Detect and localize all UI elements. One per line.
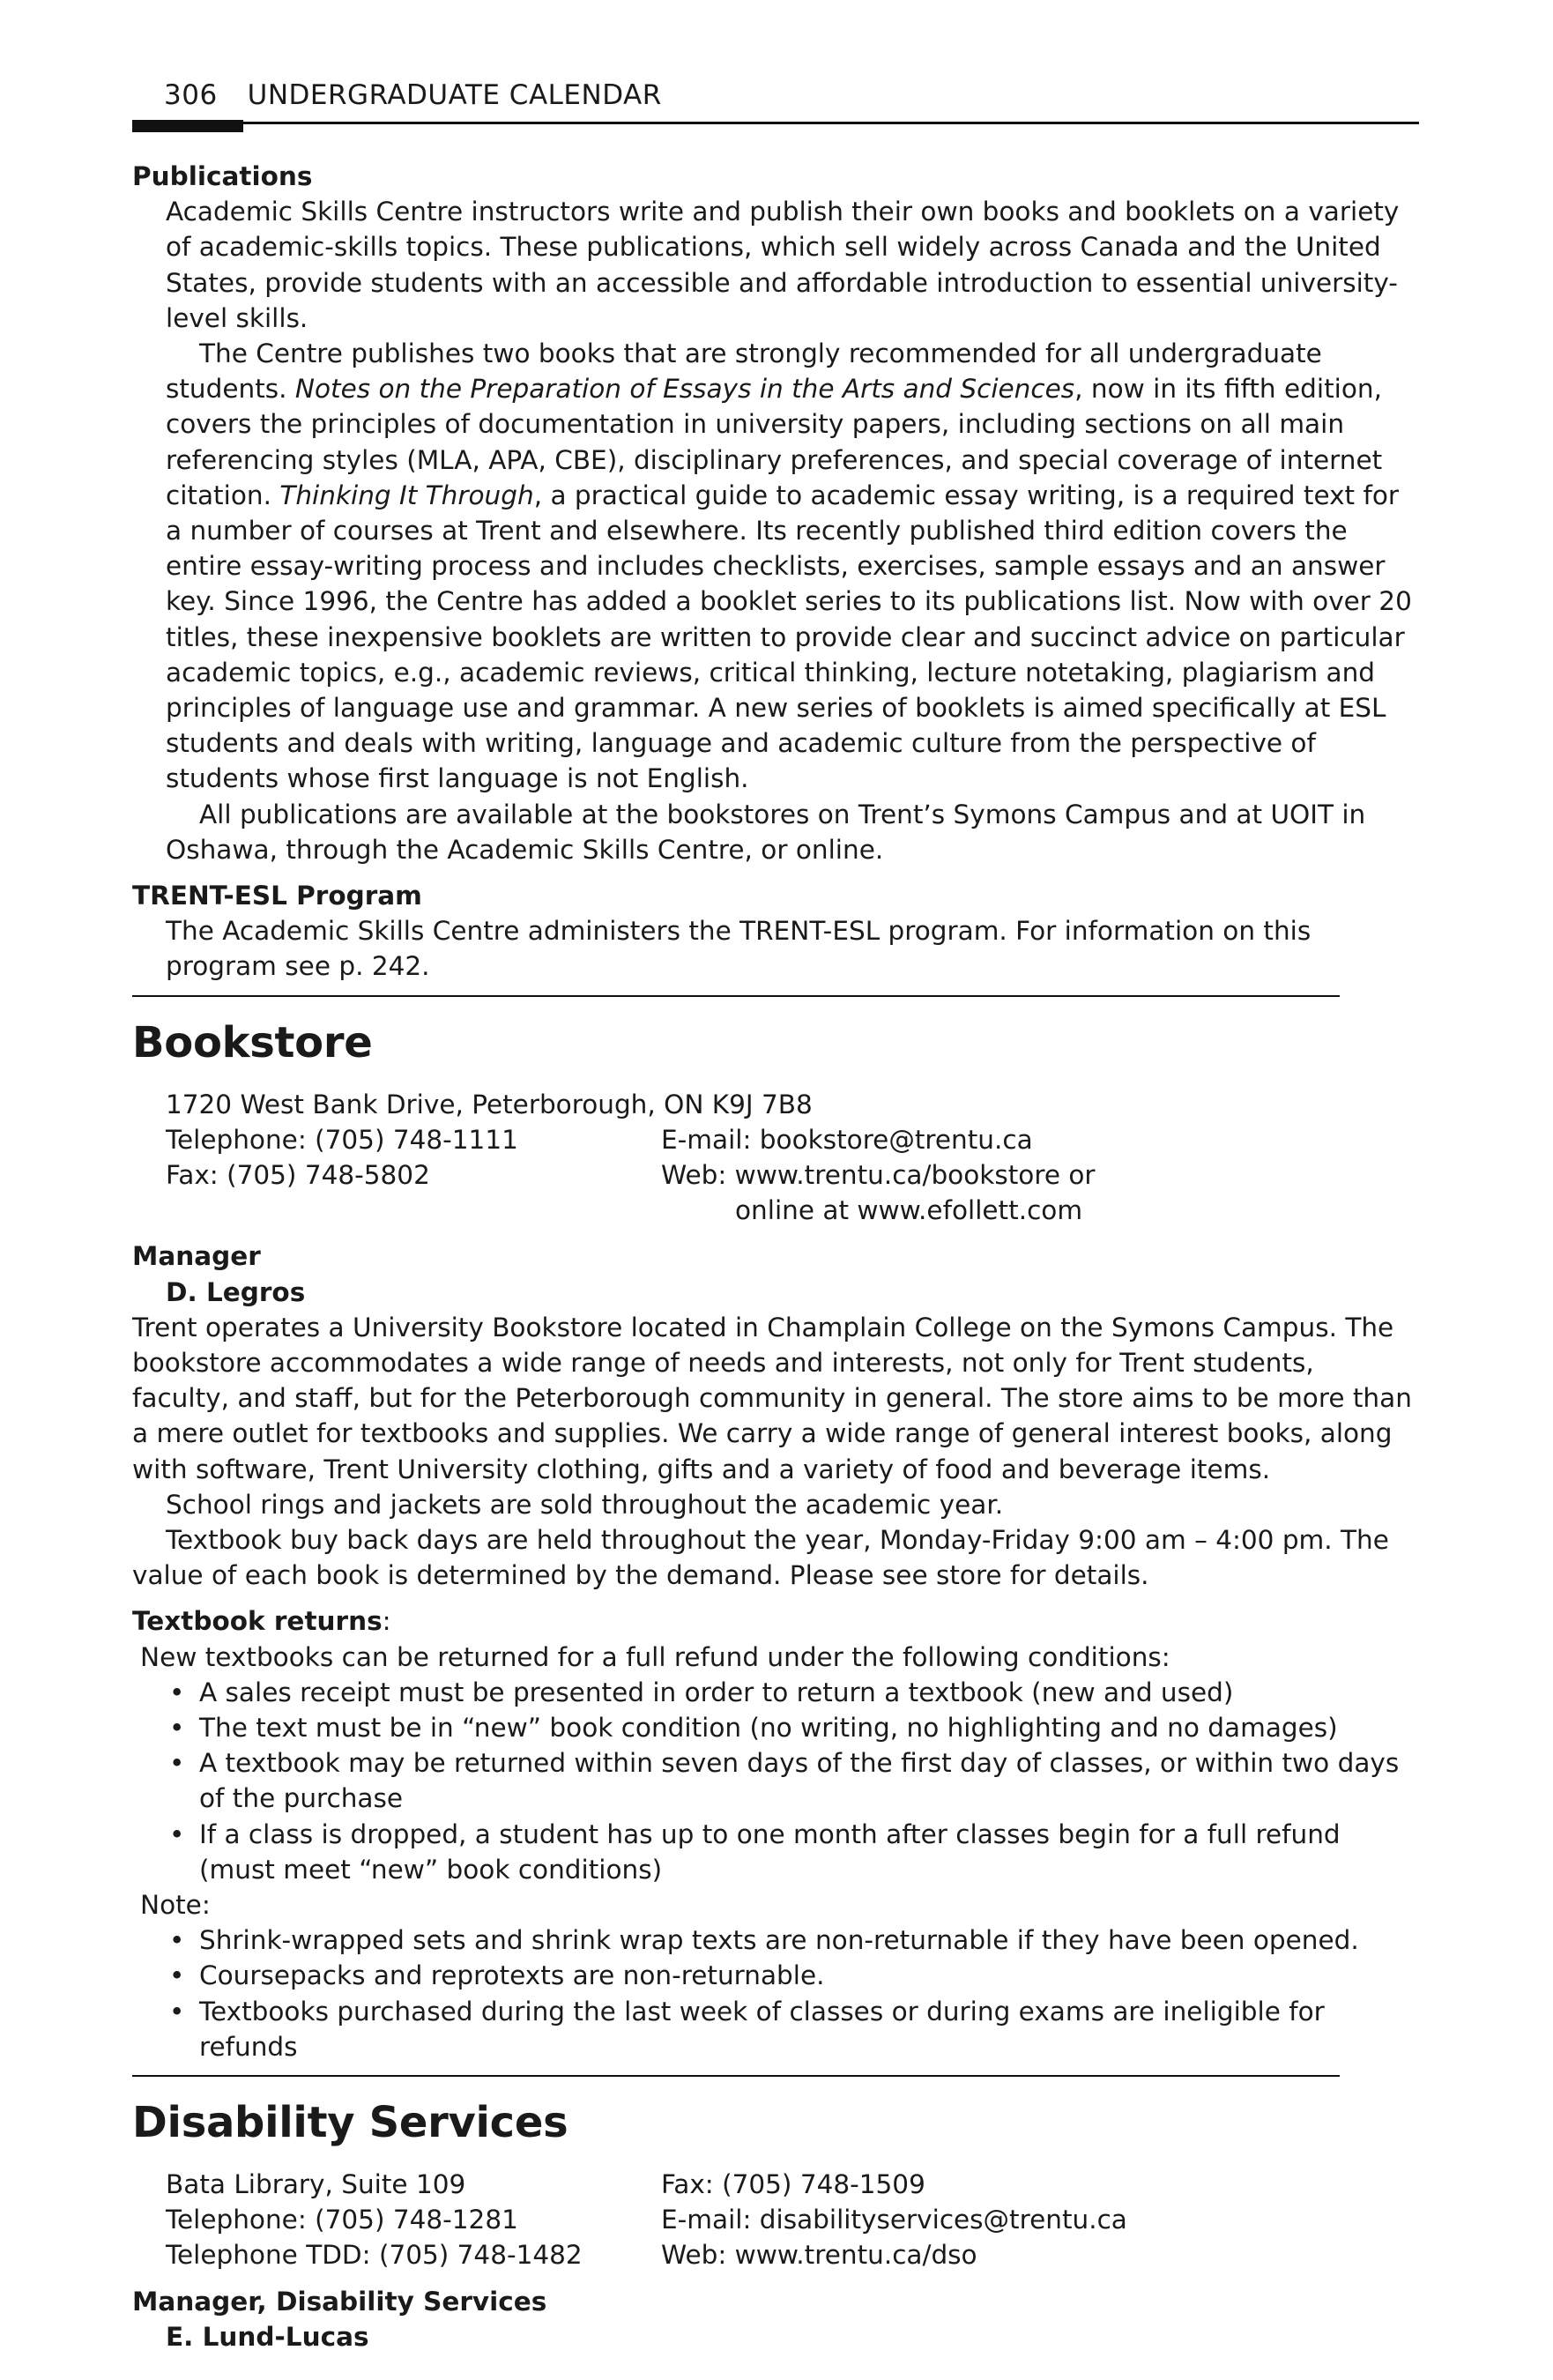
bookstore-manager-name: D. Legros bbox=[166, 1276, 306, 1307]
disability-web[interactable]: Web: www.trentu.ca/dso bbox=[661, 2240, 977, 2271]
bookstore-title: Bookstore bbox=[132, 1017, 373, 1067]
bookstore-manager-heading: Manager bbox=[132, 1241, 261, 1272]
page-number: 306 bbox=[164, 79, 218, 111]
disability-manager-heading: Manager, Disability Services bbox=[132, 2286, 547, 2317]
bookstore-contact bbox=[166, 1087, 1419, 1229]
returns-notes-list bbox=[166, 1923, 1419, 2064]
list-item bbox=[166, 1958, 1419, 1993]
returns-heading: Textbook returns bbox=[132, 1606, 383, 1637]
list-item bbox=[166, 1817, 1419, 1887]
publications-body bbox=[166, 194, 1419, 867]
list-item bbox=[166, 1675, 1419, 1710]
disability-telephone: Telephone: (705) 748-1281 bbox=[166, 2205, 518, 2235]
header-rule bbox=[132, 122, 1419, 124]
disability-tdd: Telephone TDD: (705) 748-1482 bbox=[166, 2240, 583, 2271]
disability-email[interactable]: E-mail: disabilityservices@trentu.ca bbox=[661, 2205, 1127, 2235]
condition-text: The text must be in “new” book condition (no writing, no highlighting and no damages) bbox=[199, 1713, 1338, 1744]
bookstore-web-online[interactable]: online at www.efollett.com bbox=[735, 1195, 1083, 1226]
bookstore-email[interactable]: E-mail: bookstore@trentu.ca bbox=[661, 1124, 1033, 1155]
returns-heading-colon: : bbox=[382, 1606, 391, 1637]
publications-p2-text-b: , now in its fifth edition, covers the principles of documentation in university papers, including sections on all main referencing styles (MLA, APA, CBE), disciplinary preferences, and special coverage of internet citation. bbox=[166, 374, 1383, 510]
publications-p2-text-c: , a practical guide to academic essay writing, is a required text for a number of courses at Trent and elsewhere. Its recently published third edition covers the entire essay-writing process and includes checklists, exercises, sample essays and an answer key. Since 1996, the Centre has added a booklet series to its publications list. Now with over 20 titles, these inexpensive booklets are written to provide clear and succinct advice on particular academic topics, e.g., academic reviews, critical thinking, lecture notetaking, plagiarism and principles of language use and grammar. A new series of booklets is aimed specifically at ESL students and deals with writing, language and academic culture from the perspective of students whose first language is not English. bbox=[166, 480, 1412, 794]
page-content bbox=[132, 159, 1419, 2354]
note-label: Note: bbox=[140, 1890, 211, 1921]
disability-location: Bata Library, Suite 109 bbox=[166, 2169, 466, 2200]
publications-paragraph-1: Academic Skills Centre instructors write and publish their own books and booklets on a variety of academic-skills topics. These publications, which sell widely across Canada and the United States, provide students with an accessible and affordable introduction to essential university-level skills. bbox=[166, 197, 1400, 333]
bullet-icon: • bbox=[169, 1960, 185, 1991]
bullet-icon: • bbox=[169, 1818, 185, 1849]
bookstore-address: 1720 West Bank Drive, Peterborough, ON K9J 7B8 bbox=[166, 1089, 813, 1119]
running-header-text bbox=[164, 78, 662, 113]
section-divider bbox=[132, 995, 1340, 997]
disability-manager-name: E. Lund-Lucas bbox=[166, 2321, 369, 2352]
bullet-icon: • bbox=[169, 1925, 185, 1956]
book-title-notes: Notes on the Preparation of Essays in the Arts and Sciences bbox=[294, 374, 1075, 405]
section-divider bbox=[132, 2075, 1340, 2077]
publications-paragraph-2 bbox=[166, 336, 1419, 797]
bookstore-web[interactable]: Web: www.trentu.ca/bookstore or bbox=[661, 1160, 1096, 1191]
list-item bbox=[166, 1994, 1419, 2064]
list-item bbox=[166, 1710, 1419, 1745]
publications-heading: Publications bbox=[132, 161, 313, 191]
publications-p2-text-a: The Centre publishes two books that are strongly recommended for all undergraduate students. bbox=[166, 338, 1322, 405]
bullet-icon: • bbox=[169, 1996, 185, 2027]
list-item bbox=[166, 1923, 1419, 1958]
book-title-thinking: Thinking It Through bbox=[279, 480, 534, 510]
disability-contact bbox=[166, 2167, 1419, 2273]
bookstore-paragraph-3: Textbook buy back days are held throughout the year, Monday-Friday 9:00 am – 4:00 pm. The value of each book is determined by the demand. Please see store for details. bbox=[132, 1525, 1389, 1591]
returns-heading-line bbox=[132, 1603, 1419, 1639]
running-header bbox=[132, 78, 1419, 132]
returns-intro: New textbooks can be returned for a full refund under the following conditions: bbox=[140, 1641, 1170, 1672]
publications-paragraph-3: All publications are available at the bookstores on Trent’s Symons Campus and at UOIT in Oshawa, through the Academic Skills Centre, or online. bbox=[166, 799, 1366, 865]
bookstore-paragraph-1: Trent operates a University Bookstore located in Champlain College on the Symons Campus. The bookstore accommodates a wide range of needs and interests, not only for Trent students, faculty, and staff, but for the Peterborough community in general. The store aims to be more than a mere outlet for textbooks and supplies. We carry a wide range of general interest books, along with software, Trent University clothing, gifts and a variety of food and beverage items. bbox=[132, 1312, 1412, 1484]
bookstore-paragraph-2: School rings and jackets are sold throughout the academic year. bbox=[166, 1489, 1004, 1520]
bullet-icon: • bbox=[169, 1713, 185, 1744]
running-header-title: UNDERGRADUATE CALENDAR bbox=[247, 79, 662, 111]
note-text: Textbooks purchased during the last week of classes or during exams are ineligible for refunds bbox=[199, 1996, 1325, 2062]
disability-fax: Fax: (705) 748-1509 bbox=[661, 2169, 925, 2200]
list-item bbox=[166, 1745, 1419, 1816]
esl-paragraph: The Academic Skills Centre administers the TRENT-ESL program. For information on this program see p. 242. bbox=[166, 916, 1312, 982]
bookstore-telephone: Telephone: (705) 748-1111 bbox=[166, 1124, 518, 1155]
header-tab-mark bbox=[132, 120, 243, 132]
esl-body bbox=[166, 913, 1419, 984]
condition-text: If a class is dropped, a student has up to one month after classes begin for a full refund (must meet “new” book conditions) bbox=[199, 1818, 1341, 1885]
esl-heading: TRENT-ESL Program bbox=[132, 881, 422, 911]
disability-title: Disability Services bbox=[132, 2098, 568, 2148]
note-text: Shrink-wrapped sets and shrink wrap texts are non-returnable if they have been opened. bbox=[199, 1925, 1359, 1956]
bullet-icon: • bbox=[169, 1748, 185, 1779]
note-text: Coursepacks and reprotexts are non-returnable. bbox=[199, 1960, 825, 1991]
condition-text: A textbook may be returned within seven days of the first day of classes, or within two days of the purchase bbox=[199, 1748, 1400, 1814]
condition-text: A sales receipt must be presented in order to return a textbook (new and used) bbox=[199, 1677, 1234, 1707]
returns-conditions-list bbox=[166, 1675, 1419, 1887]
bookstore-fax: Fax: (705) 748-5802 bbox=[166, 1160, 430, 1191]
bullet-icon: • bbox=[169, 1677, 185, 1707]
